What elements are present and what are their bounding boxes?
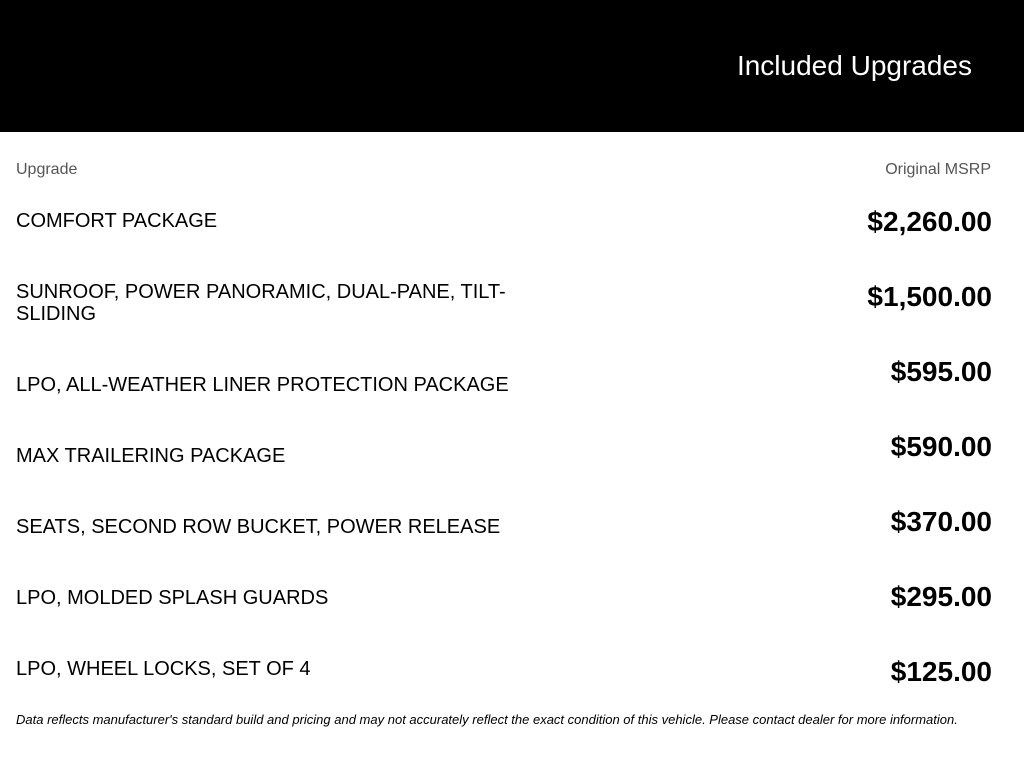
upgrade-row	[16, 570, 992, 640]
disclaimer-text: Data reflects manufacturer's standard build and pricing and may not accurately reflect the exact condition of this vehicle. Please contact dealer for more information.	[16, 712, 958, 727]
upgrade-name: SUNROOF, POWER PANORAMIC, DUAL-PANE, TILT-SLIDING	[16, 281, 506, 325]
upgrade-price: $2,260.00	[867, 206, 992, 237]
upgrade-name: MAX TRAILERING PACKAGE	[16, 445, 286, 467]
upgrade-price: $370.00	[890, 506, 992, 537]
column-header-msrp: Original MSRP	[885, 161, 991, 178]
column-header-upgrade: Upgrade	[16, 161, 78, 178]
upgrade-row	[16, 345, 992, 415]
upgrade-row	[16, 645, 992, 715]
upgrade-row	[16, 270, 992, 340]
upgrade-row	[16, 200, 992, 270]
upgrade-name: SEATS, SECOND ROW BUCKET, POWER RELEASE	[16, 516, 501, 538]
upgrade-row	[16, 495, 992, 565]
upgrade-name: LPO, ALL-WEATHER LINER PROTECTION PACKAGE	[16, 374, 509, 396]
upgrade-price: $590.00	[890, 431, 992, 462]
page-title: Included Upgrades	[736, 50, 972, 81]
upgrade-row	[16, 420, 992, 490]
upgrade-price: $125.00	[890, 656, 992, 687]
upgrade-price: $1,500.00	[867, 281, 992, 312]
upgrade-name: LPO, MOLDED SPLASH GUARDS	[16, 587, 329, 609]
upgrade-name: COMFORT PACKAGE	[16, 210, 218, 232]
page-header	[0, 0, 1024, 132]
upgrade-name: LPO, WHEEL LOCKS, SET OF 4	[16, 658, 311, 680]
upgrade-price: $295.00	[890, 581, 992, 612]
upgrade-price: $595.00	[890, 356, 992, 387]
